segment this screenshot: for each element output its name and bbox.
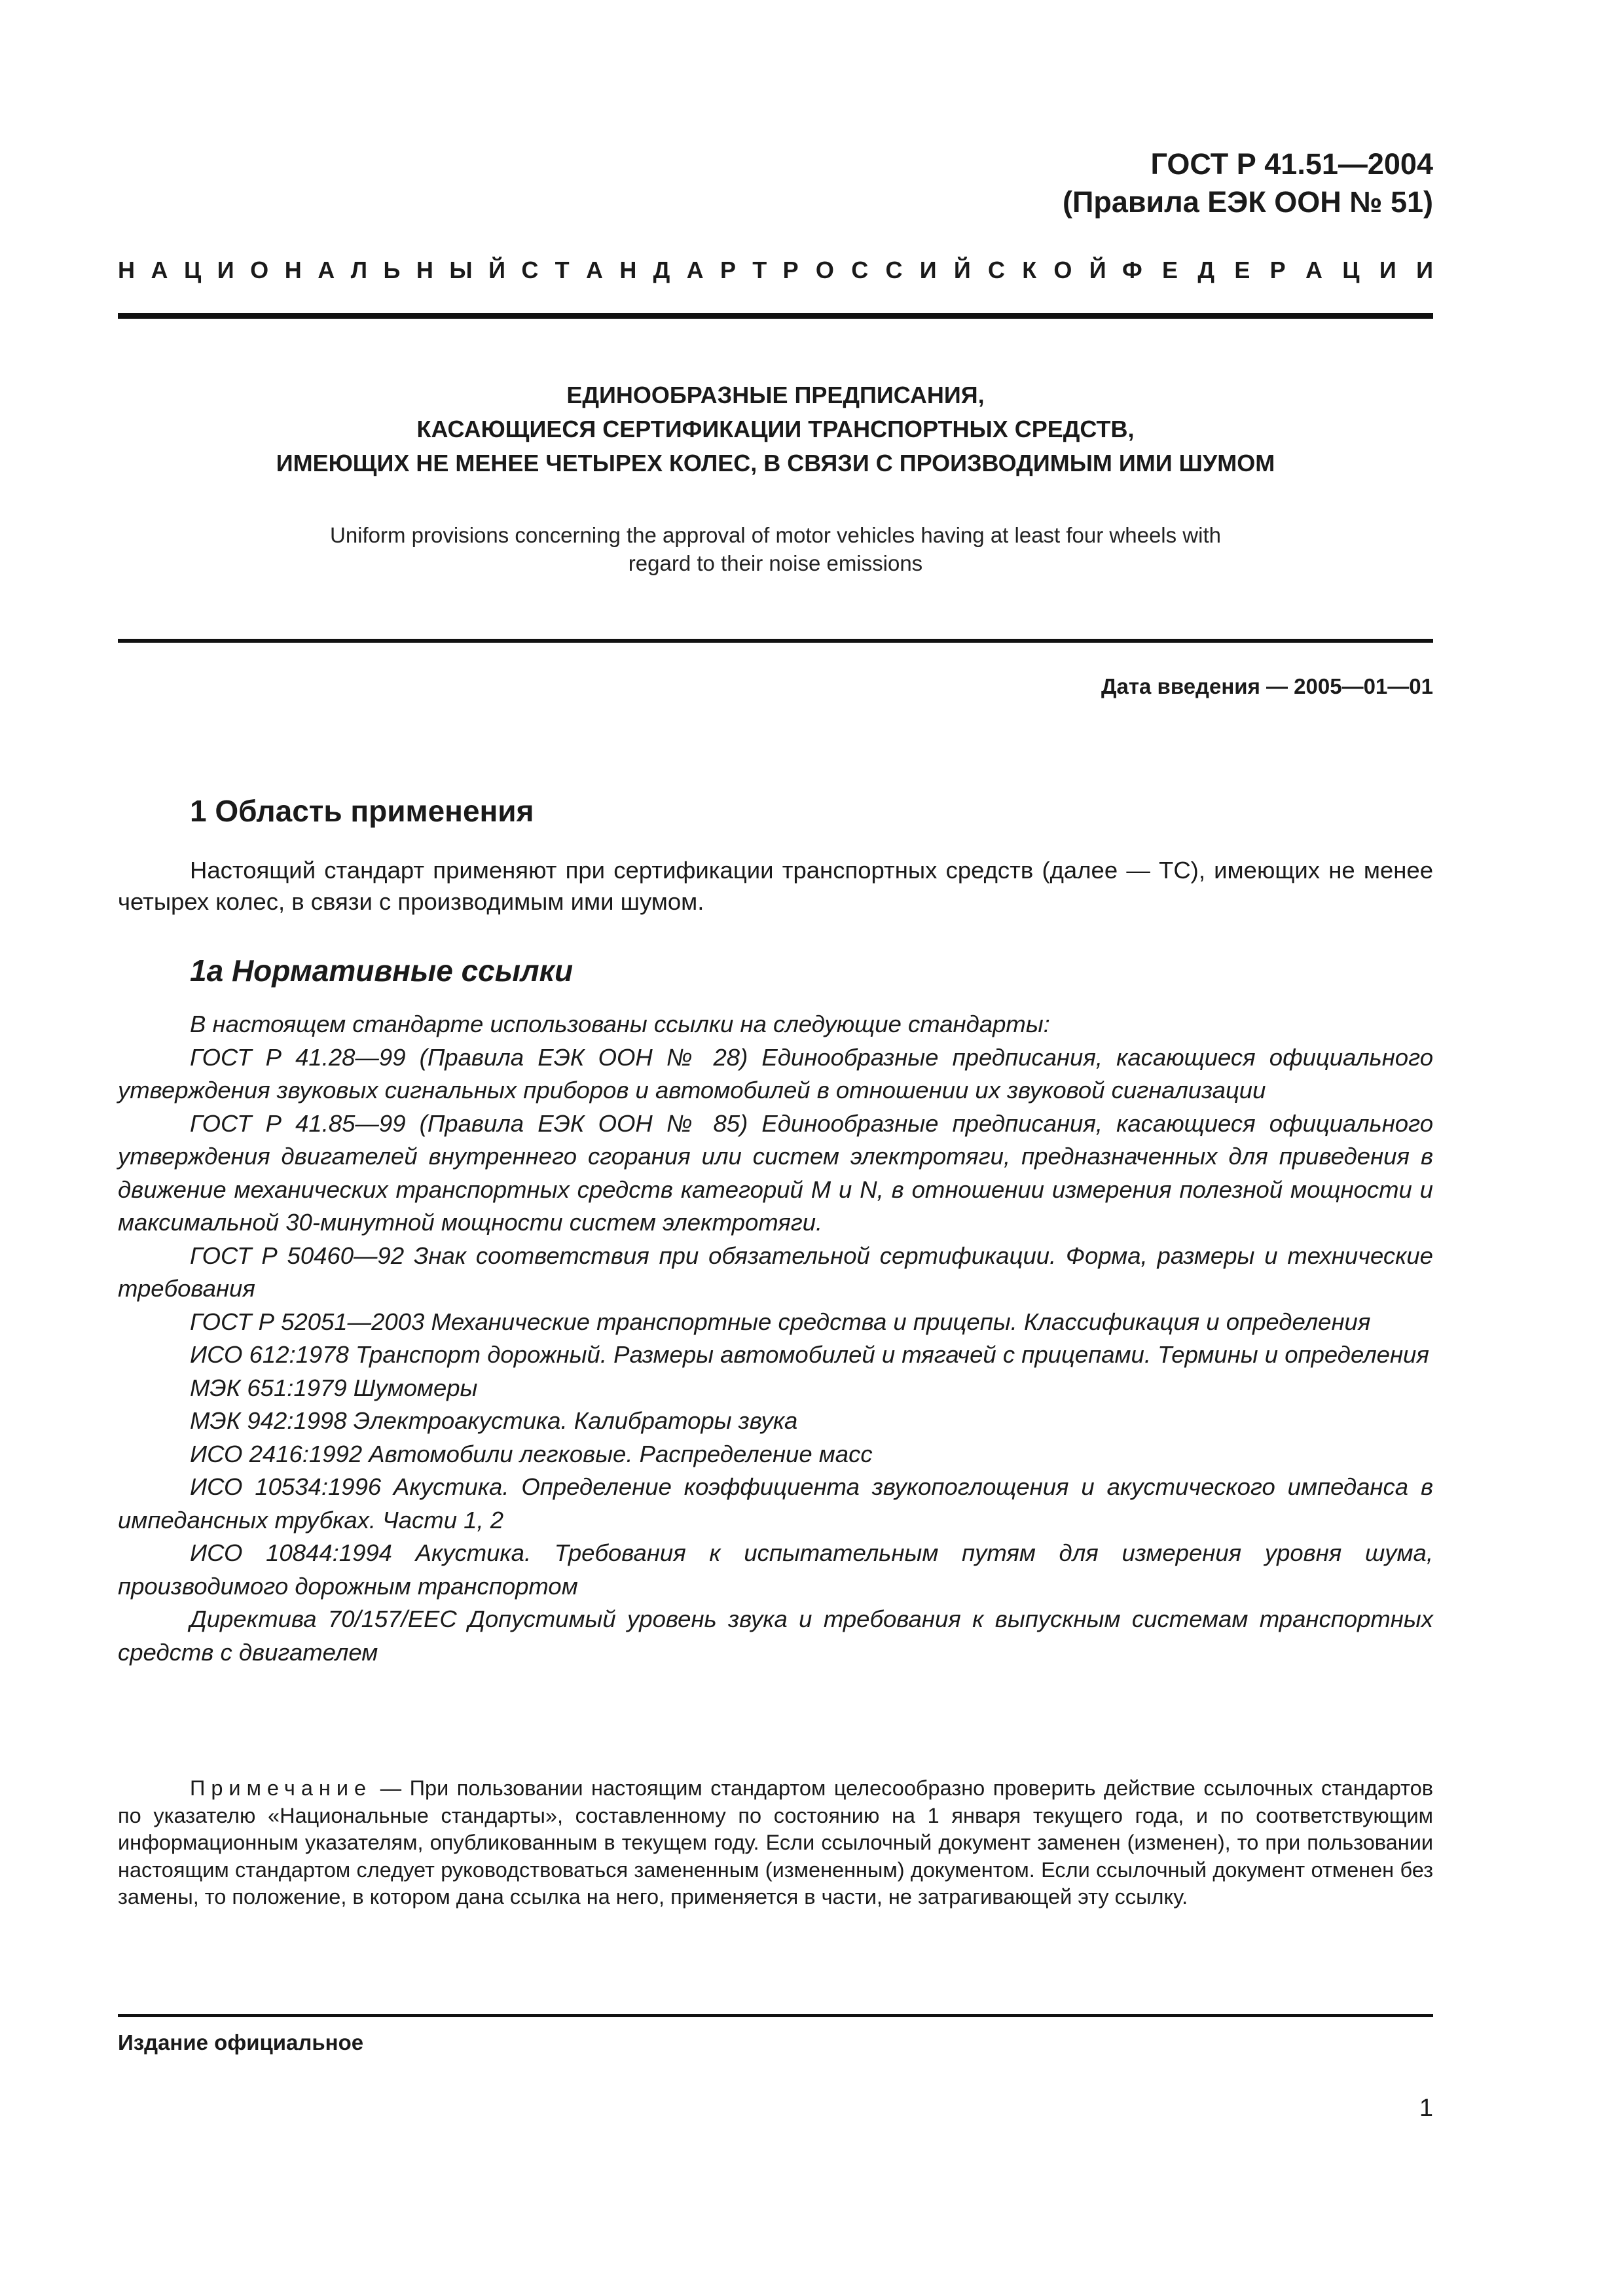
banner-word bbox=[521, 257, 767, 284]
english-title-line: Uniform provisions concerning the approval of motor vehicles having at least four wheels with bbox=[329, 523, 1221, 547]
banner-letter: Н bbox=[118, 257, 135, 283]
title-line: ИМЕЮЩИХ НЕ МЕНЕЕ ЧЕТЫРЕХ КОЛЕС, В СВЯЗИ С ПРОИЗВОДИМЫМ ИМИ ШУМОМ bbox=[276, 450, 1275, 476]
reference-item: МЭК 651:1979 Шумомеры bbox=[190, 1374, 478, 1401]
banner-letter: С bbox=[885, 257, 903, 283]
banner-letter: Н bbox=[416, 257, 433, 283]
banner-letter: Й bbox=[488, 257, 505, 283]
page-number: 1 bbox=[1419, 2094, 1433, 2122]
banner-letter: Т bbox=[555, 257, 570, 283]
references-note bbox=[118, 1775, 1433, 1911]
banner-letter: Д bbox=[1197, 257, 1215, 283]
banner-letter: Р bbox=[782, 257, 799, 283]
banner-letter: И bbox=[1416, 257, 1433, 283]
banner-letter: И bbox=[1379, 257, 1396, 283]
banner-letter: И bbox=[919, 257, 937, 283]
banner-letter: Ы bbox=[449, 257, 473, 283]
reference-item: ГОСТ Р 41.85—99 (Правила ЕЭК ООН № 85) Единообразные предписания, касающиеся официального утверждения двигателей внутреннего сгорания или систем электротяги, предназначенных для приведения в движение механических транспортных средств категорий М и N, в отношении измерения полезной мощности и максимальной 30-минутной мощности систем электротяги. bbox=[118, 1109, 1433, 1236]
banner-letter: А bbox=[585, 257, 603, 283]
section-1-heading: 1 Область применения bbox=[190, 794, 534, 828]
banner-word bbox=[1122, 257, 1433, 284]
banner-letter: С bbox=[987, 257, 1005, 283]
title-line: ЕДИНООБРАЗНЫЕ ПРЕДПИСАНИЯ, bbox=[566, 382, 985, 408]
note-label: Примечание bbox=[190, 1776, 373, 1800]
standard-regulation-ref: (Правила ЕЭК ООН № 51) bbox=[1063, 185, 1433, 219]
reference-item: ГОСТ Р 50460—92 Знак соответствия при обязательной сертификации. Форма, размеры и технические требования bbox=[118, 1242, 1433, 1302]
reference-item: ИСО 612:1978 Транспорт дорожный. Размеры автомобилей и тягачей с прицепами. Термины и определения bbox=[190, 1341, 1429, 1368]
banner-letter: Е bbox=[1162, 257, 1178, 283]
banner-letter: Т bbox=[752, 257, 767, 283]
banner-letter: Ф bbox=[1122, 257, 1142, 283]
title-line: КАСАЮЩИЕСЯ СЕРТИФИКАЦИИ ТРАНСПОРТНЫХ СРЕДСТВ, bbox=[416, 416, 1135, 442]
banner-letter: А bbox=[686, 257, 704, 283]
banner-letter: Д bbox=[653, 257, 670, 283]
reference-item: Директива 70/157/ЕЕС Допустимый уровень звука и требования к выпускным системам транспортных средств с двигателем bbox=[118, 1605, 1433, 1666]
banner-letter: Н bbox=[619, 257, 637, 283]
title-divider bbox=[118, 639, 1433, 643]
banner-letter: О bbox=[815, 257, 834, 283]
reference-item: ИСО 10534:1996 Акустика. Определение коэффициента звукопоглощения и акустического импеданса в импедансных трубках. Части 1, 2 bbox=[118, 1473, 1433, 1534]
banner-letter: С bbox=[521, 257, 539, 283]
references-intro: В настоящем стандарте использованы ссылки на следующие стандарты: bbox=[190, 1011, 1050, 1037]
document-title bbox=[118, 378, 1433, 480]
banner-letter: Н bbox=[284, 257, 302, 283]
banner-letter: Ц bbox=[184, 257, 202, 283]
reference-item: ГОСТ Р 41.28—99 (Правила ЕЭК ООН № 28) Единообразные предписания, касающиеся официального утверждения звуковых сигнальных приборов и автомобилей в отношении их звуковой сигнализации bbox=[118, 1043, 1433, 1103]
banner-letter: Р bbox=[720, 257, 736, 283]
banner-letter: С bbox=[851, 257, 869, 283]
reference-item: ГОСТ Р 52051—2003 Механические транспортные средства и прицепы. Классификация и определения bbox=[190, 1308, 1371, 1335]
section-1a-heading: 1а Нормативные ссылки bbox=[190, 954, 574, 988]
banner-word bbox=[783, 257, 1106, 284]
banner-letter: Й bbox=[1089, 257, 1106, 283]
banner-letter: И bbox=[217, 257, 234, 283]
banner-letter: Л bbox=[350, 257, 367, 283]
banner-letter: Ц bbox=[1342, 257, 1360, 283]
english-title bbox=[118, 521, 1433, 577]
banner-letter: О bbox=[250, 257, 269, 283]
section-1-text: Настоящий стандарт применяют при сертификации транспортных средств (далее — ТС), имеющих не менее четырех колес, в связи с производимым ими шумом. bbox=[118, 857, 1433, 915]
footer-divider bbox=[118, 2014, 1433, 2017]
banner-letter: А bbox=[318, 257, 335, 283]
banner-letter: Ь bbox=[383, 257, 401, 283]
official-edition-label: Издание официальное bbox=[118, 2030, 364, 2054]
national-standard-banner bbox=[118, 257, 1433, 284]
banner-letter: А bbox=[1305, 257, 1322, 283]
banner-letter: О bbox=[1053, 257, 1072, 283]
reference-item: МЭК 942:1998 Электроакустика. Калибраторы звука bbox=[190, 1407, 798, 1434]
standard-number: ГОСТ Р 41.51—2004 bbox=[1150, 147, 1433, 181]
reference-item: ИСО 2416:1992 Автомобили легковые. Распределение масс bbox=[190, 1440, 873, 1467]
reference-item: ИСО 10844:1994 Акустика. Требования к испытательным путям для измерения уровня шума, производимого дорожным транспортом bbox=[118, 1539, 1433, 1600]
standard-designation bbox=[517, 145, 1433, 221]
note-text: — При пользовании настоящим стандартом целесообразно проверить действие ссылочных стандартов по указателю «Национальные стандарты», составленному по состоянию на 1 января текущего года, и по соответствующим информационным указателям, опубликованным в текущем году. Если ссылочный документ заменен (изменен), то при пользовании настоящим стандартом следует руководствоваться замененным (измененным) документом. Если ссылочный документ отменен без замены, то положение, в котором дана ссылка на него, применяется в части, не затрагивающей эту ссылку. bbox=[118, 1776, 1434, 1909]
normative-references bbox=[118, 1008, 1433, 1669]
english-title-line: regard to their noise emissions bbox=[628, 551, 923, 575]
banner-letter: А bbox=[151, 257, 168, 283]
banner-letter: Е bbox=[1234, 257, 1250, 283]
banner-word bbox=[118, 257, 505, 284]
header-divider bbox=[118, 313, 1433, 319]
introduction-date: Дата введения — 2005—01—01 bbox=[1101, 674, 1433, 698]
banner-letter: Й bbox=[953, 257, 971, 283]
banner-letter: К bbox=[1022, 257, 1037, 283]
banner-letter: Р bbox=[1269, 257, 1286, 283]
